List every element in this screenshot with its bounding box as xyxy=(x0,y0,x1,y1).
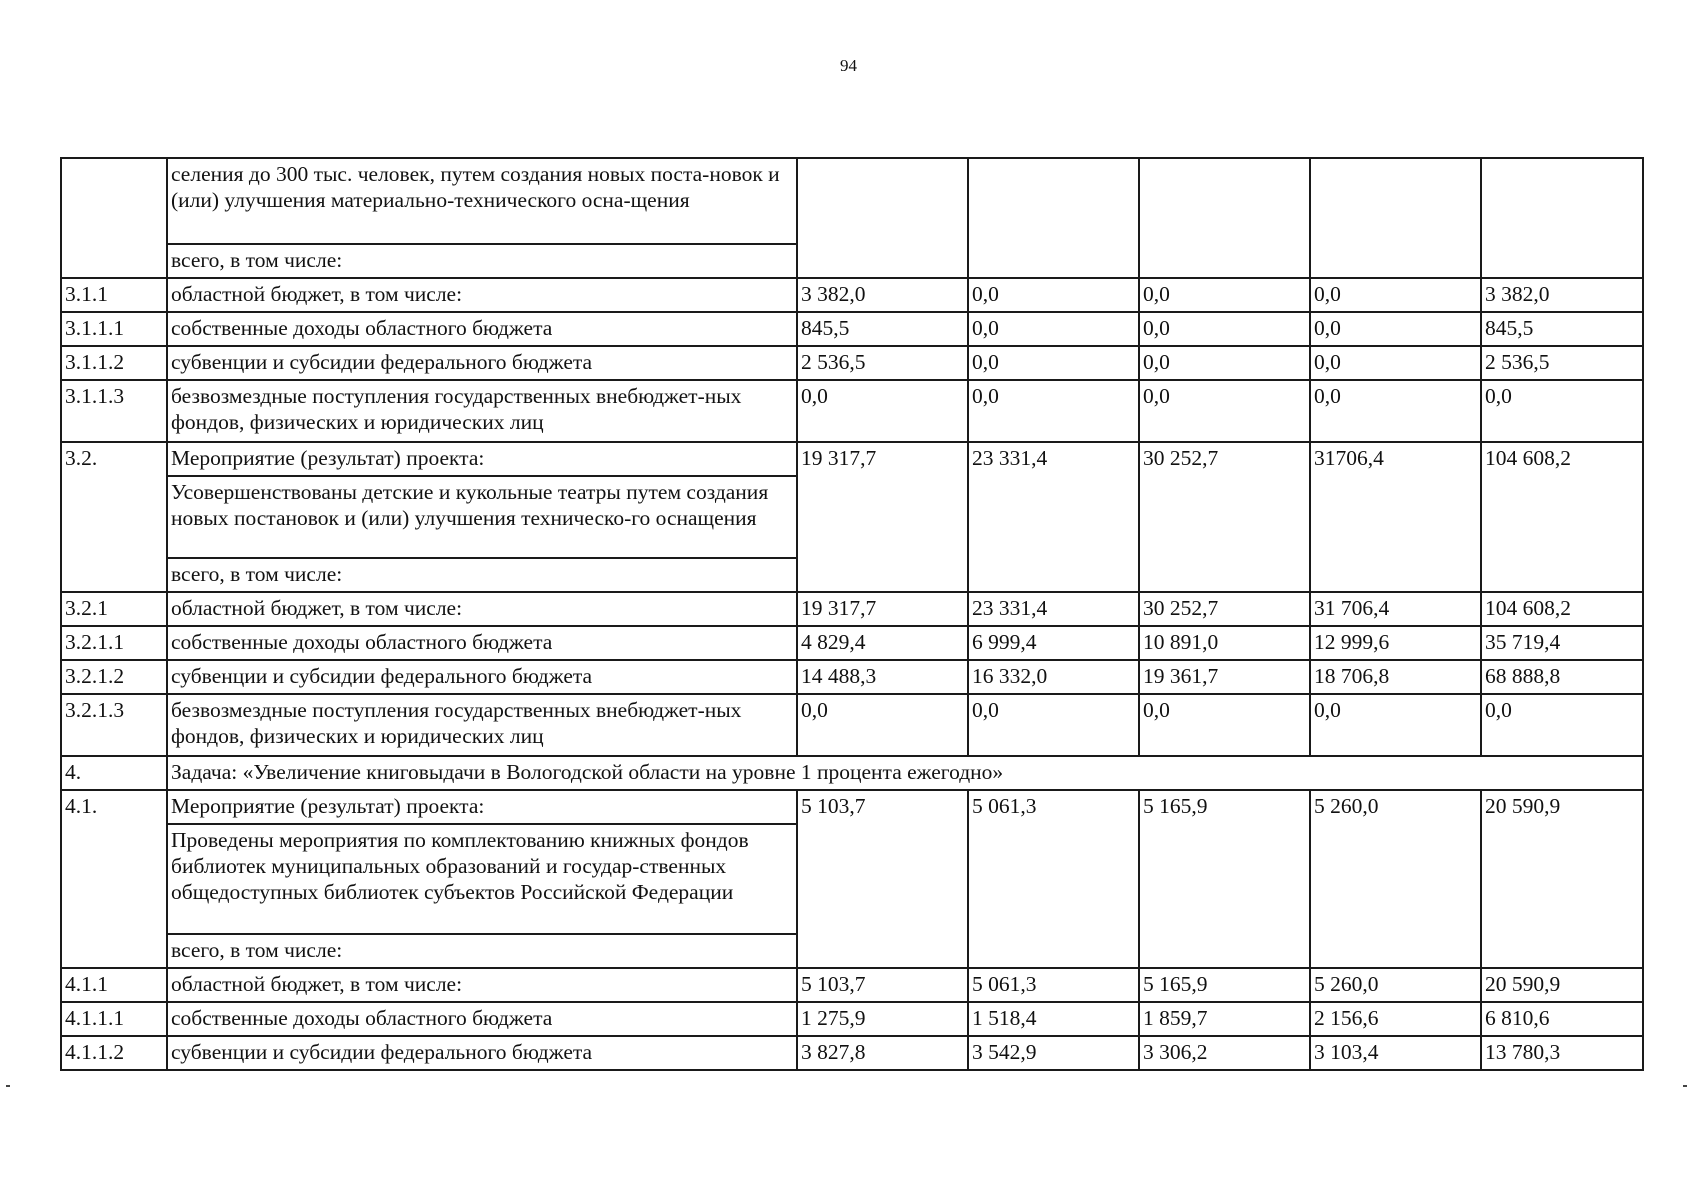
row-number-cell: 3.1.1.3 xyxy=(61,380,167,442)
row-number-cell: 4.1.1 xyxy=(61,968,167,1002)
value-cell: 2 536,5 xyxy=(797,346,968,380)
value-cell: 0,0 xyxy=(1139,278,1310,312)
value-cell: 20 590,9 xyxy=(1481,968,1643,1002)
table-row xyxy=(61,346,1643,380)
table-row xyxy=(61,442,1643,476)
table-row xyxy=(61,626,1643,660)
value-cell: 14 488,3 xyxy=(797,660,968,694)
value-cell: 31706,4 xyxy=(1310,442,1481,592)
value-cell xyxy=(797,158,968,278)
budget-table xyxy=(60,157,1644,1071)
table-row xyxy=(61,158,1643,244)
table-row xyxy=(61,790,1643,824)
task-cell: Задача: «Увеличение книговыдачи в Вологодской области на уровне 1 процента ежегодно» xyxy=(167,756,1643,790)
row-number-cell: 4.1.1.2 xyxy=(61,1036,167,1070)
value-cell: 5 103,7 xyxy=(797,968,968,1002)
table-row xyxy=(61,1036,1643,1070)
row-name-cell: собственные доходы областного бюджета xyxy=(167,626,797,660)
value-cell: 19 361,7 xyxy=(1139,660,1310,694)
value-cell: 3 103,4 xyxy=(1310,1036,1481,1070)
row-name-cell: Мероприятие (результат) проекта: xyxy=(167,442,797,476)
value-cell: 6 810,6 xyxy=(1481,1002,1643,1036)
value-cell: 31 706,4 xyxy=(1310,592,1481,626)
row-number-cell: 4.1.1.1 xyxy=(61,1002,167,1036)
value-cell: 1 275,9 xyxy=(797,1002,968,1036)
value-cell: 35 719,4 xyxy=(1481,626,1643,660)
value-cell: 0,0 xyxy=(797,694,968,756)
row-name-cell: безвозмездные поступления государственных внебюджет-ных фондов, физических и юридических лиц xyxy=(167,380,797,442)
value-cell: 0,0 xyxy=(968,278,1139,312)
value-cell: 104 608,2 xyxy=(1481,442,1643,592)
value-cell: 0,0 xyxy=(1139,312,1310,346)
row-name-cell: селения до 300 тыс. человек, путем создания новых поста-новок и (или) улучшения материально-технического осна-щения xyxy=(167,158,797,244)
row-number-cell: 3.1.1 xyxy=(61,278,167,312)
value-cell: 5 165,9 xyxy=(1139,968,1310,1002)
scan-mark xyxy=(6,1085,10,1087)
table-row xyxy=(61,968,1643,1002)
row-number-cell: 3.2.1 xyxy=(61,592,167,626)
value-cell: 3 827,8 xyxy=(797,1036,968,1070)
row-name-cell: собственные доходы областного бюджета xyxy=(167,1002,797,1036)
row-number-cell: 4.1. xyxy=(61,790,167,968)
value-cell: 0,0 xyxy=(1139,346,1310,380)
row-number-cell: 3.2. xyxy=(61,442,167,592)
value-cell: 12 999,6 xyxy=(1310,626,1481,660)
value-cell: 4 829,4 xyxy=(797,626,968,660)
row-number-cell: 4. xyxy=(61,756,167,790)
value-cell: 13 780,3 xyxy=(1481,1036,1643,1070)
value-cell: 0,0 xyxy=(1310,312,1481,346)
row-name-cell: всего, в том числе: xyxy=(167,934,797,968)
value-cell: 23 331,4 xyxy=(968,592,1139,626)
value-cell: 5 165,9 xyxy=(1139,790,1310,968)
row-number-cell: 3.2.1.1 xyxy=(61,626,167,660)
value-cell: 0,0 xyxy=(1481,380,1643,442)
table-row xyxy=(61,756,1643,790)
row-name-cell: Усовершенствованы детские и кукольные театры путем создания новых постановок и (или) улучшения техническо-го оснащения xyxy=(167,476,797,558)
table-row xyxy=(61,592,1643,626)
row-name-cell: безвозмездные поступления государственных внебюджет-ных фондов, физических и юридических лиц xyxy=(167,694,797,756)
row-name-cell: всего, в том числе: xyxy=(167,244,797,278)
value-cell: 0,0 xyxy=(1310,346,1481,380)
value-cell: 845,5 xyxy=(1481,312,1643,346)
value-cell: 20 590,9 xyxy=(1481,790,1643,968)
value-cell: 5 103,7 xyxy=(797,790,968,968)
value-cell: 10 891,0 xyxy=(1139,626,1310,660)
row-name-cell: субвенции и субсидии федерального бюджета xyxy=(167,660,797,694)
table-row xyxy=(61,1002,1643,1036)
row-number-cell: 3.1.1.2 xyxy=(61,346,167,380)
page-number: 94 xyxy=(840,56,857,75)
value-cell: 0,0 xyxy=(1481,694,1643,756)
row-name-cell: субвенции и субсидии федерального бюджета xyxy=(167,346,797,380)
value-cell: 5 061,3 xyxy=(968,790,1139,968)
value-cell: 1 859,7 xyxy=(1139,1002,1310,1036)
row-number-cell: 3.1.1.1 xyxy=(61,312,167,346)
row-number-cell xyxy=(61,158,167,278)
value-cell: 104 608,2 xyxy=(1481,592,1643,626)
value-cell: 19 317,7 xyxy=(797,442,968,592)
value-cell: 845,5 xyxy=(797,312,968,346)
value-cell: 1 518,4 xyxy=(968,1002,1139,1036)
value-cell: 16 332,0 xyxy=(968,660,1139,694)
value-cell xyxy=(1139,158,1310,278)
value-cell: 2 536,5 xyxy=(1481,346,1643,380)
value-cell: 19 317,7 xyxy=(797,592,968,626)
row-name-cell: Проведены мероприятия по комплектованию книжных фондов библиотек муниципальных образований и государ-ственных общедоступных библиотек субъектов Российской Федерации xyxy=(167,824,797,934)
row-name-cell: субвенции и субсидии федерального бюджета xyxy=(167,1036,797,1070)
value-cell xyxy=(1481,158,1643,278)
value-cell: 0,0 xyxy=(1310,694,1481,756)
value-cell: 6 999,4 xyxy=(968,626,1139,660)
row-name-cell: собственные доходы областного бюджета xyxy=(167,312,797,346)
value-cell: 30 252,7 xyxy=(1139,442,1310,592)
value-cell: 2 156,6 xyxy=(1310,1002,1481,1036)
value-cell: 5 260,0 xyxy=(1310,790,1481,968)
value-cell: 0,0 xyxy=(1139,380,1310,442)
value-cell: 3 306,2 xyxy=(1139,1036,1310,1070)
value-cell: 3 382,0 xyxy=(1481,278,1643,312)
value-cell: 23 331,4 xyxy=(968,442,1139,592)
value-cell xyxy=(968,158,1139,278)
value-cell xyxy=(1310,158,1481,278)
row-name-cell: всего, в том числе: xyxy=(167,558,797,592)
value-cell: 0,0 xyxy=(1310,278,1481,312)
row-name-cell: Мероприятие (результат) проекта: xyxy=(167,790,797,824)
row-name-cell: областной бюджет, в том числе: xyxy=(167,592,797,626)
value-cell: 0,0 xyxy=(968,312,1139,346)
value-cell: 5 260,0 xyxy=(1310,968,1481,1002)
value-cell: 0,0 xyxy=(968,694,1139,756)
scan-mark xyxy=(1683,1085,1687,1087)
value-cell: 5 061,3 xyxy=(968,968,1139,1002)
value-cell: 0,0 xyxy=(1139,694,1310,756)
table-row xyxy=(61,312,1643,346)
value-cell: 0,0 xyxy=(797,380,968,442)
row-name-cell: областной бюджет, в том числе: xyxy=(167,968,797,1002)
value-cell: 68 888,8 xyxy=(1481,660,1643,694)
table-row xyxy=(61,278,1643,312)
value-cell: 0,0 xyxy=(968,380,1139,442)
value-cell: 30 252,7 xyxy=(1139,592,1310,626)
value-cell: 3 382,0 xyxy=(797,278,968,312)
row-name-cell: областной бюджет, в том числе: xyxy=(167,278,797,312)
value-cell: 3 542,9 xyxy=(968,1036,1139,1070)
table-row xyxy=(61,380,1643,442)
table-row xyxy=(61,694,1643,756)
value-cell: 0,0 xyxy=(1310,380,1481,442)
table-row xyxy=(61,660,1643,694)
value-cell: 0,0 xyxy=(968,346,1139,380)
row-number-cell: 3.2.1.2 xyxy=(61,660,167,694)
value-cell: 18 706,8 xyxy=(1310,660,1481,694)
row-number-cell: 3.2.1.3 xyxy=(61,694,167,756)
